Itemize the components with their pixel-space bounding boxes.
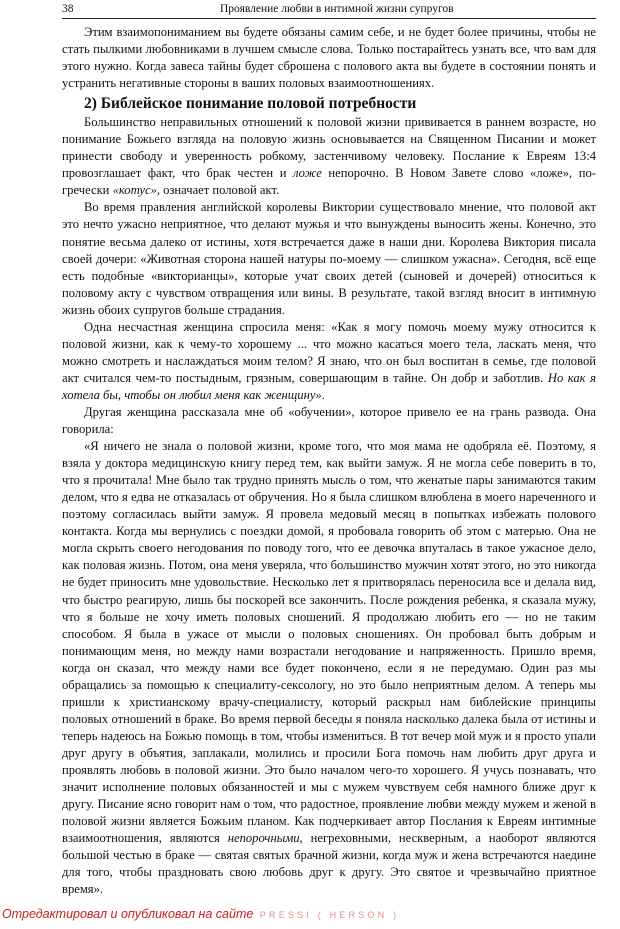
- page-number: 38: [62, 3, 74, 15]
- running-title: Проявление любви в интимной жизни супругов: [220, 3, 454, 15]
- paragraph: Во время правления английской королевы Виктории существовало мнение, что половой акт это нечто ужасно неприятное, что делают мужья и что вынуждены выносить жены. Конечно, это понятие весьма далеко от истины, хотя встречается даже в наши дни. Королева Виктория писала своей дочери: «Животная сторона нашей натуры по-моему — слишком ужасна». Сегодня, всё еще есть подобные «викторианцы», которые учат своих детей (сыновей и дочерей) относиться к половому акту с чувством отвращения или вины. В результате, такой взгляд вносит в интимную жизнь обоих супругов больше страдания.: [62, 200, 596, 317]
- paragraph-text: , означает половой акт.: [156, 183, 280, 198]
- paragraph-text: непорочно. В Новом Завете слово «ложе», по-гречески: [62, 166, 596, 198]
- paragraph: [62, 114, 596, 199]
- section-heading: 2) Библейское понимание половой потребности: [84, 95, 417, 113]
- emphasis-text: Но как я хотела бы, чтобы он любил меня как женщину»: [62, 370, 597, 402]
- paragraph-text: негреховными, нескверным, а наоборот являются большой честью в браке — святая святых брачной жизни, когда муж и жена встречаются наедине для того, чтобы праздновать свою любовь друг к другу. Это святое и чрезвычайно приятное время».: [62, 831, 596, 897]
- footer-site-mark: PRESSI ( HERSON ): [259, 910, 400, 920]
- paragraph-text: .: [321, 387, 325, 402]
- header-rule: [62, 18, 596, 19]
- paragraph: [62, 319, 596, 404]
- emphasis-text: ложе: [293, 166, 322, 181]
- paragraph: Другая женщина рассказала мне об «обучении», которое привело ее на грань развода. Она говорила:: [62, 404, 596, 437]
- paragraph-text: «Я ничего не знала о половой жизни, кроме того, что моя мама не одобряла её. Поэтому, я взяла у доктора медицинскую книгу перед тем, как выйти замуж. Я не могла себе поверить в то, что я прочитала! Мне было так трудно принять мысль о том, что женатые пары занимаются таким делом, что я едва не отказалась от обручения. Но я была слишком влюблена в моего нареченного и поэтому согласилась выйти замуж. Я провела медовый месяц в попытках избежать полового контакта. Когда мы вернулись с поездки домой, я пробовала говорить об этом с матерью. Она не могла скрыть своего негодования по поводу того, что ее девочка впуталась в такое ужасное дело, как половая жизнь. Потом, она меня уверяла, что большинство мужчин хотят этого, но это никогда не будет приносить мне удовольствие. Несколько лет я притворялась переносила все и делала вид, что быстро реагирую, лишь бы поскорей все закончить. После рождения ребенка, я сказала мужу, что я больше не хочу иметь половых сношений. Я продолжаю любить его — но не таким способом. Я была в ужасе от мысли о половых сношениях. Он пробовал быть добрым и понимающим меня, но между нами возрастали негодование и напряженность. Пришло время, когда он сказал, что между нами все будет покончено, если я не передумаю. Один раз мы обращались за помощью к специалиту-сексологу, но это было неприятным делом. А теперь мы пришли к христианскому врачу-специалисту, который раскрыл нам библейские принципы половых отношений в браке. Во время первой беседы я поняла насколько далека была от истины и теперь надеюсь на Божью помощь в том, чтобы измениться. В тот вечер мой муж и я просто упали друг другу в объятия, заплакали, молились и просили Бога помочь нам любить друг друга и проявлять любовь в половой жизни. Это было началом чего-то хорошего. Я учусь познавать, что значит исполнение половых обязанностей и мы с мужем чувствуем себя намного ближе друг к другу. Писание ясно говорит нам о том, что радостное, проявление любви между мужем и женой в половой жизни является Божьим планом. Как подчеркивает автор Послания к Евреям интимные взаимоотношения, являются: [62, 439, 596, 846]
- page-body: [62, 24, 596, 898]
- publisher-footer: [2, 907, 602, 927]
- paragraph: [62, 438, 596, 898]
- paragraph: Этим взаимопониманием вы будете обязаны самим себе, и не будет более причины, чтобы не стать пылкими любовниками в лучшем смысле слова. Только постарайтесь узнать все, что вам для этого нужно. Когда завеса тайны будет сброшена с полового акта вы будете в состоянии понять и устранить негативные стороны в ваших половых взаимоотношениях.: [62, 25, 596, 91]
- footer-credit: Отредактировал и опубликовал на сайте: [2, 907, 254, 921]
- emphasis-text: непорочными,: [227, 831, 303, 846]
- emphasis-text: «котус»: [112, 183, 157, 198]
- paragraph-text: Большинство неправильных отношений к половой жизни прививается в раннем возрасте, но понимание Божьего взгляда на половую жизнь основывается на Священном Писании и может принести свободу и уверенность робкому, застенчивому человеку. Послание к Евреям 13:4 провозглашает факт, что брак честен и: [62, 115, 596, 181]
- running-header: [62, 2, 592, 18]
- paragraph-text: Одна несчастная женщина спросила меня: «Как я могу помочь моему мужу относится к половой жизни, как к чему-то хорошему ... что можно касаться моего тела, ласкать меня, что можно смотреть и наслаждаться моим телом? Я знаю, что он был воспитан в семье, где половой акт считался чем-то постыдным, грязным, совершающим в тайне. Он добр и заботлив.: [62, 319, 596, 385]
